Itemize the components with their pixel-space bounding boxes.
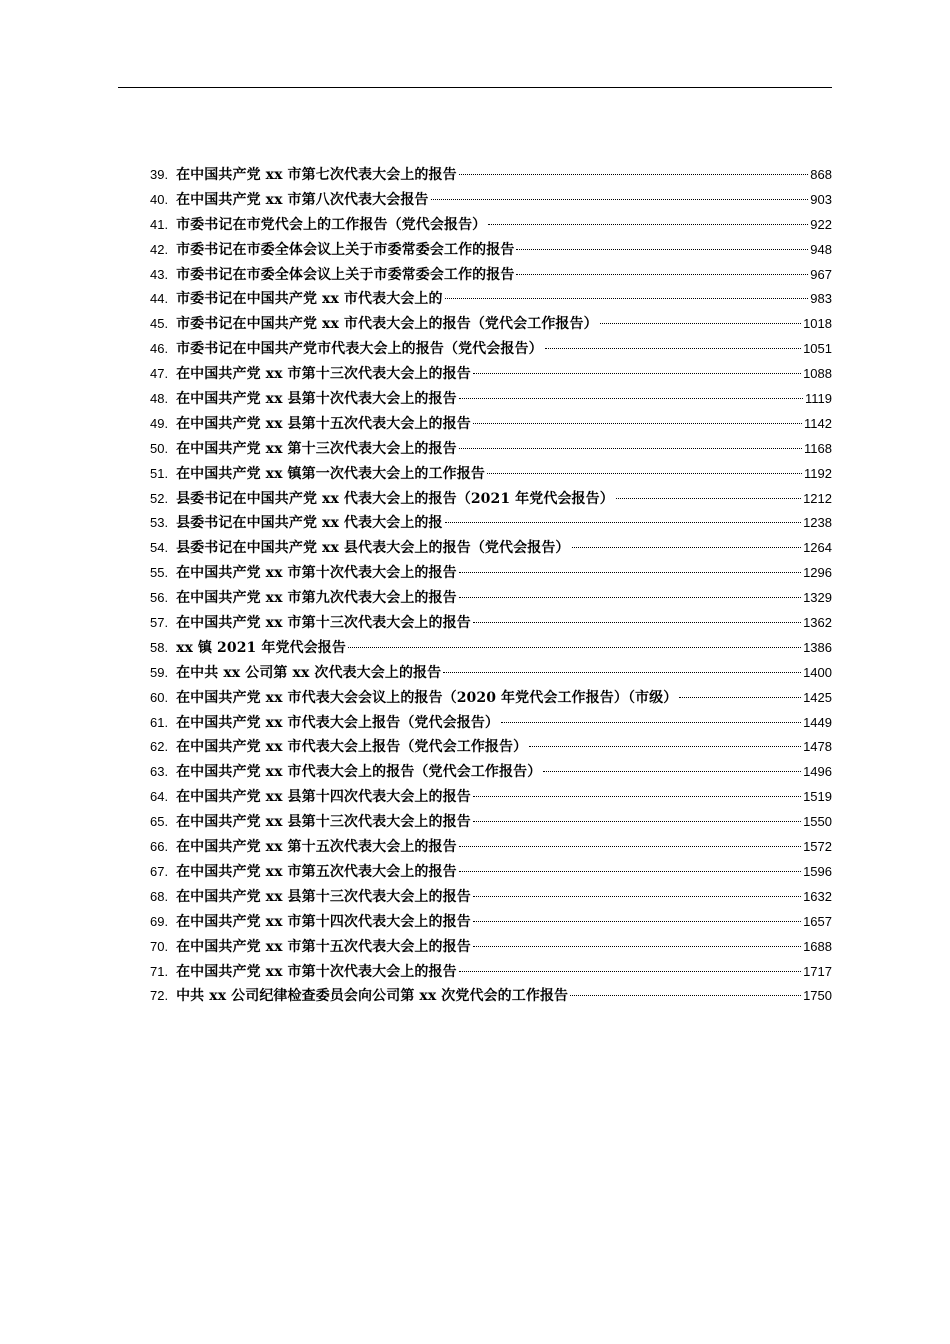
toc-entry-page-number: 1596 [803, 863, 832, 879]
toc-entry[interactable] [150, 735, 832, 760]
toc-entry-number: 66. [150, 839, 169, 855]
toc-entry[interactable] [150, 910, 832, 935]
toc-entry[interactable] [150, 163, 832, 188]
toc-entry-title[interactable]: 市委书记在市委全体会议上关于市委常委会工作的报告 [176, 241, 515, 258]
toc-entry-number: 49. [150, 415, 169, 431]
toc-dot-leader [487, 473, 802, 474]
toc-entry-title[interactable]: 在中国共产党 xx 市代表大会上的报告（党代会工作报告） [176, 764, 542, 781]
toc-entry[interactable] [150, 511, 832, 536]
toc-entry-page-number: 948 [810, 241, 832, 257]
toc-dot-leader [473, 622, 801, 623]
toc-dot-leader [459, 846, 801, 847]
toc-entry-page-number: 1119 [805, 391, 832, 407]
toc-entry-page-number: 1264 [803, 540, 832, 556]
table-of-contents [150, 163, 832, 1009]
toc-entry[interactable] [150, 561, 832, 586]
toc-entry-number: 65. [150, 814, 169, 830]
toc-entry[interactable] [150, 984, 832, 1009]
toc-dot-leader [516, 249, 808, 250]
toc-dot-leader [445, 522, 801, 523]
toc-entry-page-number: 1329 [803, 590, 832, 606]
toc-entry[interactable] [150, 238, 832, 263]
toc-dot-leader [616, 498, 801, 499]
toc-dot-leader [459, 398, 803, 399]
toc-entry-number: 57. [150, 615, 169, 631]
toc-entry[interactable] [150, 312, 832, 337]
toc-entry-page-number: 1051 [803, 341, 832, 357]
toc-dot-leader [600, 323, 801, 324]
toc-entry-number: 63. [150, 764, 169, 780]
toc-entry-number: 62. [150, 739, 169, 755]
toc-entry-title[interactable]: 在中国共产党 xx 市代表大会上报告（党代会工作报告） [176, 739, 528, 756]
toc-entry-number: 47. [150, 366, 169, 382]
toc-entry-title[interactable]: 市委书记在中国共产党 xx 市代表大会上的 [176, 291, 443, 308]
toc-entry-title[interactable]: 在中国共产党 xx 县第十四次代表大会上的报告 [176, 789, 471, 806]
toc-entry-title[interactable]: 市委书记在中国共产党 xx 市代表大会上的报告（党代会工作报告） [176, 316, 598, 333]
toc-entry[interactable] [150, 412, 832, 437]
toc-entry-number: 67. [150, 863, 169, 879]
toc-entry-title[interactable]: 在中国共产党 xx 县第十三次代表大会上的报告 [176, 888, 471, 905]
toc-dot-leader [459, 572, 801, 573]
toc-entry-title[interactable]: 在中国共产党 xx 县第十次代表大会上的报告 [176, 391, 457, 408]
toc-entry[interactable] [150, 935, 832, 960]
toc-entry[interactable] [150, 810, 832, 835]
toc-dot-leader [529, 746, 801, 747]
toc-entry[interactable] [150, 462, 832, 487]
toc-entry[interactable] [150, 760, 832, 785]
toc-entry-title[interactable]: 在中国共产党 xx 镇第一次代表大会上的工作报告 [176, 465, 485, 482]
toc-dot-leader [473, 921, 801, 922]
toc-entry-title[interactable]: 在中国共产党 xx 市第十三次代表大会上的报告 [176, 366, 471, 383]
toc-entry-number: 68. [150, 888, 169, 904]
toc-entry[interactable] [150, 362, 832, 387]
toc-entry[interactable] [150, 337, 832, 362]
toc-entry-title[interactable]: 市委书记在市党代会上的工作报告（党代会报告） [176, 216, 487, 233]
toc-entry-page-number: 1496 [803, 764, 832, 780]
toc-dot-leader [473, 423, 802, 424]
toc-entry-page-number: 983 [810, 291, 832, 307]
toc-dot-leader [473, 796, 801, 797]
toc-entry-title[interactable]: 在中国共产党 xx 市第十次代表大会上的报告 [176, 963, 457, 980]
toc-entry-page-number: 1168 [804, 440, 832, 456]
toc-entry[interactable] [150, 287, 832, 312]
toc-entry-title[interactable]: 在中国共产党 xx 县第十三次代表大会上的报告 [176, 814, 471, 831]
toc-entry-number: 70. [150, 938, 169, 954]
toc-entry-title[interactable]: 在中国共产党 xx 市第五次代表大会上的报告 [176, 863, 457, 880]
toc-entry-number: 64. [150, 789, 169, 805]
toc-entry-number: 40. [150, 191, 169, 207]
toc-entry[interactable] [150, 611, 832, 636]
toc-entry-number: 60. [150, 689, 169, 705]
toc-entry-page-number: 1478 [803, 739, 832, 755]
toc-entry-title[interactable]: 在中国共产党 xx 市代表大会会议上的报告（2020 年党代会工作报告）（市级） [176, 689, 678, 706]
toc-dot-leader [516, 274, 808, 275]
toc-entry-number: 39. [150, 167, 169, 182]
toc-entry-number: 42. [150, 241, 169, 257]
toc-entry-page-number: 1519 [803, 789, 832, 805]
toc-entry-title[interactable]: 县委书记在中国共产党 xx 代表大会上的报告（2021 年党代会报告） [176, 490, 614, 507]
toc-entry[interactable] [150, 188, 832, 213]
toc-entry[interactable] [150, 437, 832, 462]
toc-dot-leader [459, 971, 801, 972]
toc-dot-leader [473, 821, 801, 822]
toc-entry-page-number: 1142 [804, 415, 832, 431]
toc-entry-title[interactable]: 市委书记在中国共产党市代表大会上的报告（党代会报告） [176, 341, 543, 358]
toc-entry-page-number: 1449 [803, 714, 832, 730]
toc-entry-title[interactable]: 在中国共产党 xx 第十三次代表大会上的报告 [176, 440, 457, 457]
toc-dot-leader [445, 298, 809, 299]
toc-entry-title[interactable]: 在中国共产党 xx 市代表大会上报告（党代会报告） [176, 714, 500, 731]
toc-entry-title[interactable]: 在中国共产党 xx 第十五次代表大会上的报告 [176, 839, 457, 856]
toc-dot-leader [473, 373, 801, 374]
toc-entry-number: 48. [150, 391, 169, 407]
toc-entry-page-number: 1238 [803, 515, 832, 531]
toc-entry-number: 61. [150, 714, 169, 730]
toc-entry[interactable] [150, 586, 832, 611]
toc-entry-page-number: 1425 [803, 689, 832, 705]
toc-entry-page-number: 1572 [803, 839, 832, 855]
toc-entry-title[interactable]: 在中国共产党 xx 县第十五次代表大会上的报告 [176, 415, 471, 432]
toc-entry-page-number: 1088 [803, 366, 832, 382]
toc-entry-page-number: 1386 [803, 639, 832, 655]
toc-entry-title[interactable]: xx 镇 2021 年党代会报告 [176, 639, 346, 656]
toc-entry[interactable] [150, 860, 832, 885]
toc-dot-leader [570, 995, 801, 996]
toc-entry-page-number: 1688 [803, 938, 832, 954]
toc-entry-page-number: 1362 [803, 615, 832, 631]
toc-dot-leader [459, 448, 802, 449]
toc-entry-number: 52. [150, 490, 169, 506]
toc-dot-leader [459, 871, 801, 872]
header-rule [118, 87, 832, 88]
toc-entry-page-number: 903 [810, 191, 832, 207]
toc-entry-number: 72. [150, 988, 169, 1004]
toc-entry[interactable] [150, 661, 832, 686]
toc-entry-title[interactable]: 市委书记在市委全体会议上关于市委常委会工作的报告 [176, 266, 515, 283]
toc-entry-number: 44. [150, 291, 169, 307]
toc-entry[interactable] [150, 536, 832, 561]
toc-dot-leader [572, 547, 802, 548]
toc-entry-number: 56. [150, 590, 169, 606]
toc-dot-leader [679, 697, 801, 698]
toc-entry-number: 43. [150, 266, 169, 282]
toc-entry-number: 41. [150, 216, 169, 232]
toc-entry-page-number: 1750 [803, 988, 832, 1004]
toc-dot-leader [488, 224, 808, 225]
toc-entry-number: 54. [150, 540, 169, 556]
toc-dot-leader [459, 597, 801, 598]
toc-entry-page-number: 1550 [803, 814, 832, 830]
toc-entry-title[interactable]: 在中国共产党 xx 市第十三次代表大会上的报告 [176, 615, 471, 632]
toc-entry-number: 58. [150, 639, 169, 655]
toc-entry-page-number: 967 [810, 266, 832, 282]
toc-entry[interactable] [150, 711, 832, 736]
toc-entry-number: 46. [150, 341, 169, 357]
toc-entry-page-number: 1657 [803, 913, 832, 929]
toc-entry-page-number: 1192 [804, 465, 832, 481]
toc-entry-page-number: 868 [810, 167, 832, 182]
toc-dot-leader [473, 896, 801, 897]
toc-entry-page-number: 1717 [803, 963, 832, 979]
toc-entry-title[interactable]: 在中国共产党 xx 市第十四次代表大会上的报告 [176, 913, 471, 930]
toc-dot-leader [545, 348, 801, 349]
toc-entry[interactable] [150, 785, 832, 810]
toc-entry[interactable] [150, 835, 832, 860]
toc-entry-number: 71. [150, 963, 169, 979]
toc-entry-number: 59. [150, 664, 169, 680]
toc-entry[interactable] [150, 213, 832, 238]
toc-entry-number: 55. [150, 565, 169, 581]
toc-entry[interactable] [150, 387, 832, 412]
toc-entry-title[interactable]: 县委书记在中国共产党 xx 县代表大会上的报告（党代会报告） [176, 540, 570, 557]
toc-entry[interactable] [150, 960, 832, 985]
toc-entry-title[interactable]: 县委书记在中国共产党 xx 代表大会上的报 [176, 515, 443, 532]
toc-dot-leader [543, 771, 801, 772]
toc-entry-page-number: 922 [810, 216, 832, 232]
toc-entry-number: 45. [150, 316, 169, 332]
toc-entry-title[interactable]: 在中国共产党 xx 市第十五次代表大会上的报告 [176, 938, 471, 955]
toc-entry[interactable] [150, 636, 832, 661]
toc-entry[interactable] [150, 263, 832, 288]
toc-entry-page-number: 1212 [803, 490, 832, 506]
toc-entry-title[interactable]: 在中国共产党 xx 市第七次代表大会上的报告 [176, 167, 457, 183]
toc-dot-leader [459, 174, 809, 175]
toc-entry-page-number: 1632 [803, 888, 832, 904]
toc-dot-leader [348, 647, 801, 648]
toc-entry-title[interactable]: 在中共 xx 公司第 xx 次代表大会上的报告 [176, 664, 442, 681]
toc-entry-number: 69. [150, 913, 169, 929]
toc-entry-number: 51. [150, 465, 169, 481]
toc-entry-page-number: 1018 [803, 316, 832, 332]
toc-entry-title[interactable]: 在中国共产党 xx 市第八次代表大会报告 [176, 191, 429, 208]
toc-entry-page-number: 1296 [803, 565, 832, 581]
toc-dot-leader [443, 672, 801, 673]
toc-dot-leader [501, 722, 801, 723]
toc-entry-title[interactable]: 在中国共产党 xx 市第十次代表大会上的报告 [176, 565, 457, 582]
toc-entry-number: 53. [150, 515, 169, 531]
toc-entry[interactable] [150, 686, 832, 711]
toc-entry-number: 50. [150, 440, 169, 456]
toc-entry[interactable] [150, 487, 832, 512]
toc-entry[interactable] [150, 885, 832, 910]
toc-entry-title[interactable]: 在中国共产党 xx 市第九次代表大会上的报告 [176, 590, 457, 607]
toc-entry-page-number: 1400 [803, 664, 832, 680]
toc-dot-leader [473, 946, 801, 947]
toc-entry-title[interactable]: 中共 xx 公司纪律检查委员会向公司第 xx 次党代会的工作报告 [176, 988, 569, 1005]
toc-dot-leader [431, 199, 809, 200]
